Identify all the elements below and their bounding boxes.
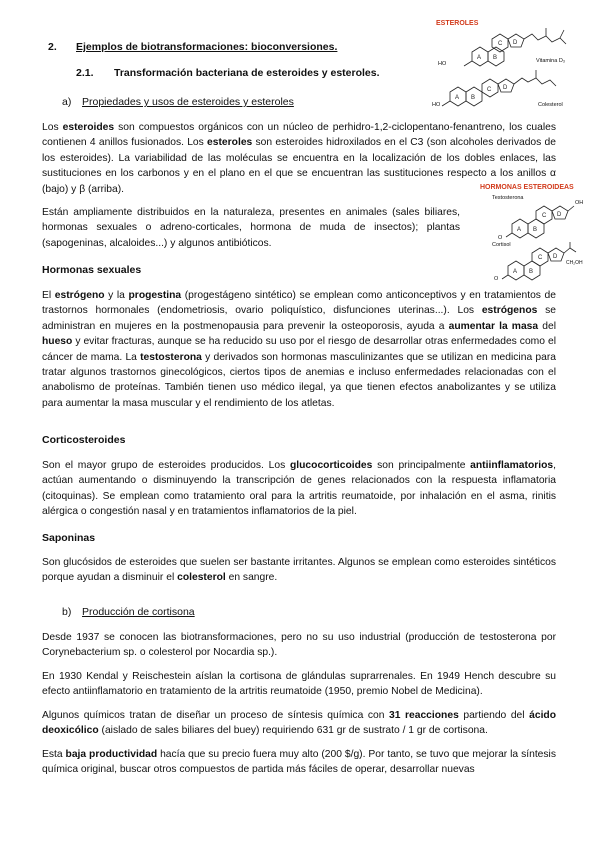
text-run: Esta <box>42 749 66 760</box>
paragraph-hormonas <box>42 288 556 411</box>
figure-sterols-title: ESTEROLES <box>436 20 479 27</box>
heading-3-number: 2.1. <box>76 67 94 79</box>
subsection-b <box>62 606 195 618</box>
heading-2-number: 2. <box>48 41 57 53</box>
svg-text:D: D <box>553 254 558 260</box>
svg-text:C: C <box>542 213 547 219</box>
text-run: Algunos químicos tratan de diseñar un proceso de síntesis química con <box>42 710 389 721</box>
term-baja-productividad: baja productividad <box>65 749 158 760</box>
svg-text:A: A <box>477 55 482 61</box>
text-run: son compuestos orgánicos con un núcleo de perhidro-1,2-ciclopentano-fenantreno, los cuales contienen 4 anillos fusionados. Los <box>42 122 556 149</box>
text-run: y evitar fracturas, aunque se ha reducido su uso por el riesgo de desarrollar otras enfermedades como el cáncer de mama. La <box>42 336 556 363</box>
paragraph-history-1930: En 1930 Kendal y Reischestein aíslan la cortisona de glándulas suprarrenales. En 1949 Hench descubre su efecto antiinflamatorio en tratamiento de la artritis reumatoide (1950, premio Nobel de Medicina). <box>42 671 556 698</box>
subsection-a <box>62 96 294 108</box>
svg-text:B: B <box>493 55 498 61</box>
text-run: Son el mayor grupo de esteroides producidos. Los <box>42 460 290 471</box>
subsection-b-title: Producción de cortisona <box>82 606 195 618</box>
cortisol-label: Cortisol <box>492 242 511 248</box>
svg-text:D: D <box>557 212 562 218</box>
heading-3-text: Transformación bacteriana de esteroides y esteroles. <box>114 67 380 79</box>
sterol-ho-label-2: HO <box>432 102 441 108</box>
term-progestina: progestina <box>128 290 182 301</box>
testosterone-label: Testosterona <box>492 195 524 201</box>
svg-text:B: B <box>529 269 534 275</box>
svg-text:C: C <box>538 255 543 261</box>
section-heading-corticosteroides: Corticosteroides <box>42 434 126 446</box>
text-run: del <box>538 320 556 332</box>
svg-text:A: A <box>517 227 522 233</box>
term-glucocorticoides: glucocorticoides <box>289 460 373 471</box>
text-run: El <box>42 290 55 301</box>
subsection-b-letter: b) <box>62 606 72 618</box>
text-run: son principalmente <box>372 460 471 471</box>
testosterone-o-label: O <box>498 235 503 241</box>
sterol-ho-label-1: HO <box>438 61 447 67</box>
svg-text:C: C <box>487 87 492 93</box>
text-run: partiendo del <box>458 710 530 721</box>
svg-text:D: D <box>513 40 518 46</box>
subsection-a-title: Propiedades y usos de esteroides y esteroles <box>82 96 294 108</box>
text-run: , actúan aumentando o disminuyendo la transcripción de genes relacionados con la respuesta inflamatoria (citoquinas). Se emplean como tratamiento oral para la artritis reumatoide, por inhalación en el asma, rinitis alérgica o congestión nasal y en tratamientos inflamatorios de la piel. <box>42 460 556 518</box>
vitamin-d3-label: Vitamina D₃ <box>536 58 566 64</box>
term-aumentar-masa: aumentar la masa <box>448 320 539 332</box>
svg-text:C: C <box>498 41 503 47</box>
term-colesterol: colesterol <box>177 572 226 584</box>
term-estrogeno: estrógeno <box>54 290 105 301</box>
heading-3 <box>76 67 380 79</box>
section-heading-hormonas: Hormonas sexuales <box>42 264 142 276</box>
section-heading-saponinas: Saponinas <box>42 532 96 544</box>
svg-text:B: B <box>533 227 538 233</box>
text-run: (aislado de sales biliares del buey) requiriendo 631 gr de sustrato / 1 gr de cortisona. <box>98 725 488 737</box>
figure-hormones-title: HORMONAS ESTEROIDEAS <box>480 184 574 191</box>
heading-2-text: Ejemplos de biotransformaciones: bioconversiones. <box>76 41 338 53</box>
subsection-a-letter: a) <box>62 96 72 108</box>
text-run: y derivados son hormonas masculinizantes que se utilizan en medicina para tratar algunos trastornos ginecológicos, ciertos tipos de anemias e incluso enfermedades relacionadas con el anabolismo de proteínas. También tienen uso médico ilegal, ya que tienen efectos anabolizantes y se utiliza para aumentar la masa muscular y el rendimiento de los atletas. <box>42 351 556 409</box>
text-run: hacía que su precio fuera muy alto (200 $/g). Por tanto, se tuvo que mejorar la síntesis química original, buscar otros compuestos de partida más fáciles de operar, desarrollar nuevas <box>42 749 556 776</box>
paragraph-saponinas <box>42 555 556 586</box>
text-run: son esteroides hidroxilados en el C3 (son alcoholes derivados de los esteroides). La variabilidad de las moléculas se encuentra en la localización de los dobles enlaces, las sustituciones en los carbonos y en el plano en el que se encuentran las sustituciones respecto a los anillos α (bajo) y β (arriba). <box>42 137 556 195</box>
heading-2 <box>48 41 337 53</box>
hormone-structures-drawing <box>478 184 588 284</box>
svg-text:B: B <box>471 95 476 101</box>
cortisol-o-label: O <box>494 276 499 282</box>
paragraph-history-1937: Desde 1937 se conocen las biotransformaciones, pero no su uso industrial (producción de testosterona por Corynebacterium sp. o colesterol por Nocardia sp.). <box>42 632 556 659</box>
text-run: Los <box>42 122 63 133</box>
svg-text:A: A <box>513 269 518 275</box>
cortisol-ch2oh-label: CH₂OH <box>566 260 583 266</box>
text-run: en sangre. <box>225 572 278 584</box>
figure-steroid-hormones <box>478 184 588 284</box>
term-antiinflamatorios: antiinflamatorios <box>470 460 554 471</box>
text-run: se administran en mujeres en la postmenopausia para prevenir la osteoporosis, ayuda a <box>42 305 556 332</box>
term-esteroides: esteroides <box>62 122 115 133</box>
paragraph-corticosteroides <box>42 458 556 520</box>
text-run: (progestágeno sintético) se emplean como anticonceptivos y en tratamientos de trastornos hormonales (endometriosis, ovario poliquístico, disfunciones uterinas...). Los <box>42 290 556 317</box>
term-testosterona: testosterona <box>140 351 202 363</box>
figure-sterols <box>432 14 582 114</box>
paragraph-chemical-synthesis <box>42 708 556 739</box>
paragraph-distribution: Están ampliamente distribuidos en la naturaleza, presentes en animales (sales biliares, hormonas sexuales o adreno-corticales, hormona de muda de insectos); plantas (sapogeninas, alcaloides...) y algunos antibióticos. <box>42 207 460 249</box>
term-estrogenos: estrógenos <box>481 305 538 317</box>
text-run: Son glucósidos de esteroides que suelen ser bastante irritantes. Algunos se emplean como esteroides sintéticos porque ayudan a disminuir el <box>42 557 556 584</box>
svg-text:D: D <box>503 85 508 91</box>
text-run: y la <box>104 290 129 301</box>
term-esteroles: esteroles <box>207 137 253 149</box>
testosterone-oh-label: OH <box>575 200 584 206</box>
sterol-structures-drawing <box>432 14 582 114</box>
term-acido-deoxicolico: ácido deoxicólico <box>42 710 557 737</box>
paragraph-steroids-definition <box>42 120 556 197</box>
svg-text:A: A <box>455 95 460 101</box>
cholesterol-label: Colesterol <box>538 102 563 108</box>
paragraph-low-productivity <box>42 747 556 778</box>
term-31-reacciones: 31 reacciones <box>389 710 459 721</box>
term-hueso: hueso <box>42 336 73 348</box>
